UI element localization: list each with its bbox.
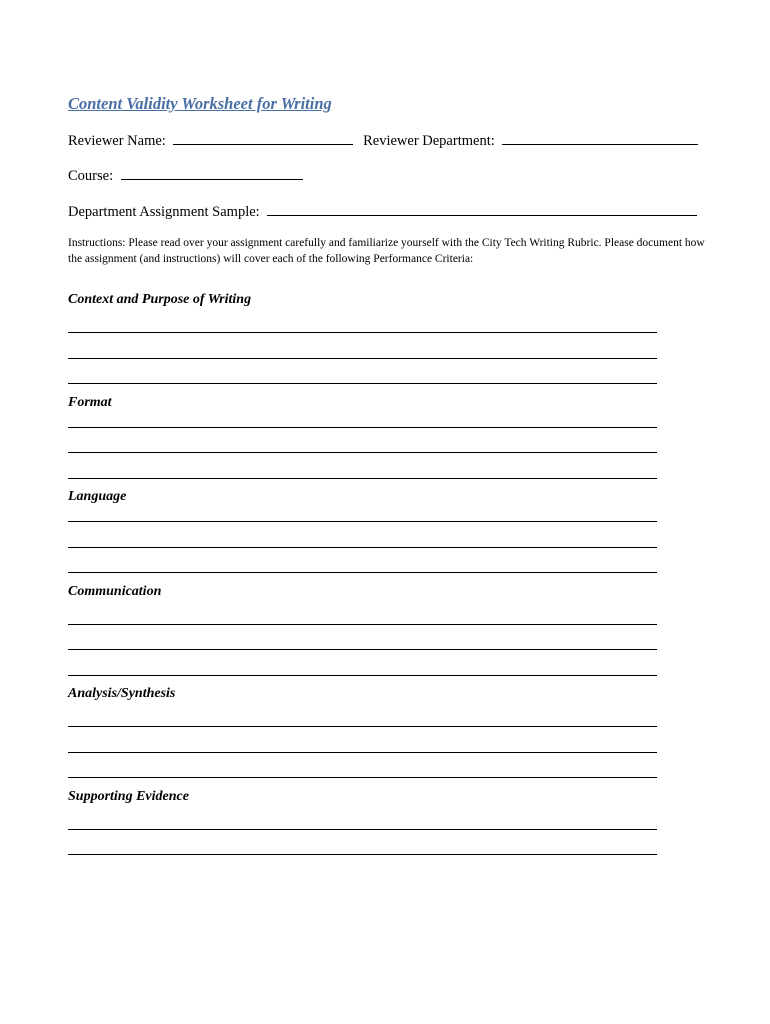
course-row xyxy=(68,166,303,185)
answer-line[interactable] xyxy=(68,572,657,573)
section-heading-communication: Communication xyxy=(68,584,162,599)
assignment-sample-field[interactable] xyxy=(267,202,697,216)
reviewer-row xyxy=(68,131,698,150)
answer-line[interactable] xyxy=(68,358,657,359)
worksheet-title: Content Validity Worksheet for Writing xyxy=(68,94,332,113)
section-heading-language: Language xyxy=(68,489,127,504)
answer-line[interactable] xyxy=(68,383,657,384)
reviewer-department-label: Reviewer Department: xyxy=(363,133,495,149)
answer-line[interactable] xyxy=(68,547,657,548)
answer-line[interactable] xyxy=(68,649,657,650)
answer-line[interactable] xyxy=(68,726,657,727)
answer-line[interactable] xyxy=(68,427,657,428)
answer-line[interactable] xyxy=(68,752,657,753)
instructions-text: Instructions: Please read over your assignment carefully and familiarize yourself with the City Tech Writing Rubric. Please document how the assignment (and instructions) will cover each of the following Performance Criteria: xyxy=(68,237,705,265)
answer-line[interactable] xyxy=(68,452,657,453)
answer-line[interactable] xyxy=(68,854,657,855)
section-heading-context: Context and Purpose of Writing xyxy=(68,292,252,307)
answer-line[interactable] xyxy=(68,675,657,676)
answer-line[interactable] xyxy=(68,521,657,522)
assignment-sample-row xyxy=(68,202,697,221)
course-label: Course: xyxy=(68,168,114,184)
section-heading-supporting-evidence: Supporting Evidence xyxy=(68,789,189,804)
answer-line[interactable] xyxy=(68,478,657,479)
answer-line[interactable] xyxy=(68,777,657,778)
answer-line[interactable] xyxy=(68,829,657,830)
assignment-sample-label: Department Assignment Sample: xyxy=(68,204,260,220)
reviewer-department-field[interactable] xyxy=(502,131,698,145)
reviewer-name-field[interactable] xyxy=(173,131,353,145)
section-heading-format: Format xyxy=(68,395,112,410)
answer-line[interactable] xyxy=(68,332,657,333)
answer-line[interactable] xyxy=(68,624,657,625)
section-heading-analysis: Analysis/Synthesis xyxy=(68,686,176,701)
course-field[interactable] xyxy=(121,166,303,180)
reviewer-name-label: Reviewer Name: xyxy=(68,133,166,149)
